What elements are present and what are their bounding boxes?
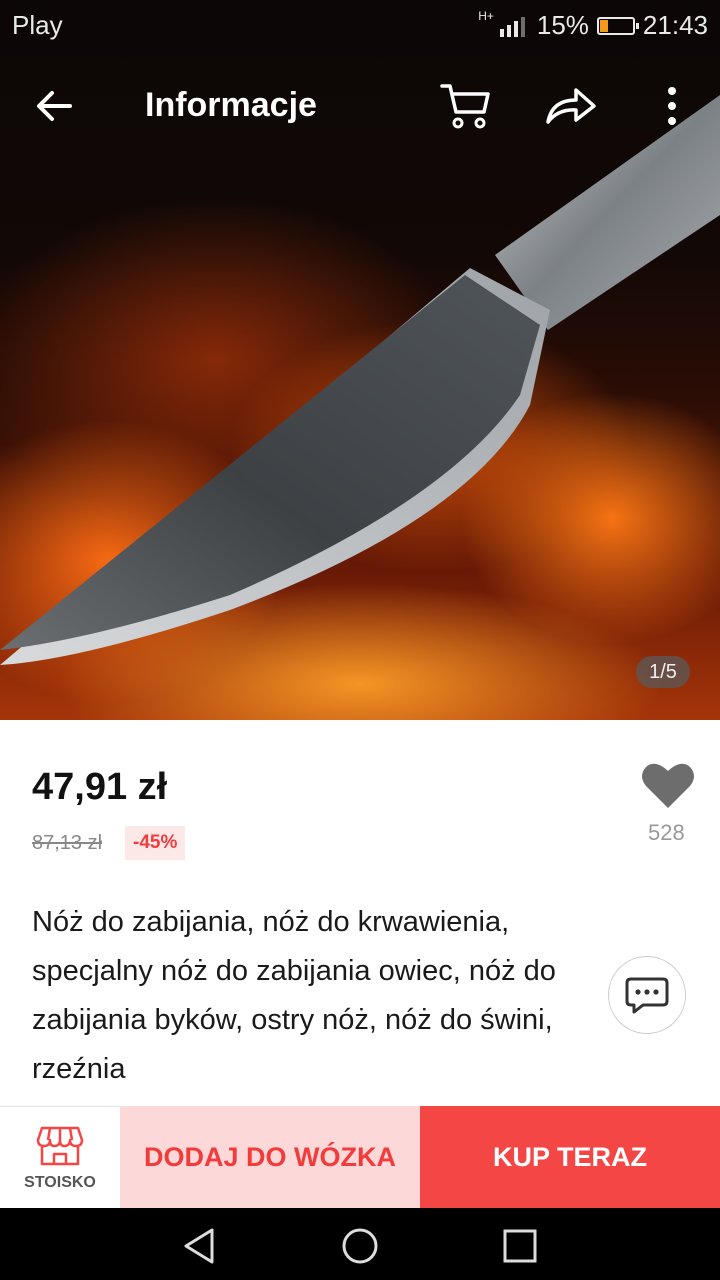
- store-icon: [36, 1124, 84, 1166]
- chat-bubble-icon: [625, 975, 669, 1015]
- bottom-action-bar: [0, 1106, 720, 1208]
- store-label: STOISKO: [24, 1173, 96, 1191]
- chat-button[interactable]: [608, 956, 686, 1034]
- image-counter: 1/5: [636, 656, 690, 688]
- add-to-cart-button[interactable]: DODAJ DO WÓZKA: [120, 1106, 420, 1208]
- battery-percent: 15%: [536, 10, 589, 40]
- favorites-count: 528: [648, 820, 685, 845]
- product-title: Nóż do zabijania, nóż do krwawienia, specjalny nóż do zabijania owiec, nóż do zabijania byków, ostry nóż, nóż do świni, rzeźnia: [32, 906, 556, 1085]
- clock: 21:43: [642, 10, 708, 40]
- signal-icon: [500, 15, 525, 37]
- cart-icon[interactable]: [438, 80, 494, 132]
- share-icon[interactable]: [542, 82, 598, 130]
- carrier-label: Play: [12, 10, 63, 40]
- top-toolbar: [0, 60, 720, 150]
- system-nav-bar: [0, 1208, 720, 1280]
- product-price: 47,91 zł: [32, 766, 168, 808]
- nav-home-icon[interactable]: [340, 1226, 380, 1266]
- back-arrow-icon[interactable]: [30, 82, 78, 130]
- page-title: Informacje: [145, 86, 317, 124]
- nav-recents-icon[interactable]: [500, 1226, 540, 1266]
- battery-icon: [597, 17, 635, 35]
- network-type: H+: [478, 8, 494, 23]
- nav-back-icon[interactable]: [180, 1226, 220, 1266]
- more-vert-icon[interactable]: [654, 82, 690, 130]
- discount-badge: -45%: [125, 826, 185, 860]
- status-bar: [0, 0, 720, 50]
- old-price: 87,13 zł: [32, 832, 103, 854]
- buy-now-button[interactable]: KUP TERAZ: [420, 1106, 720, 1208]
- heart-icon[interactable]: [640, 760, 696, 810]
- store-button[interactable]: [0, 1106, 120, 1208]
